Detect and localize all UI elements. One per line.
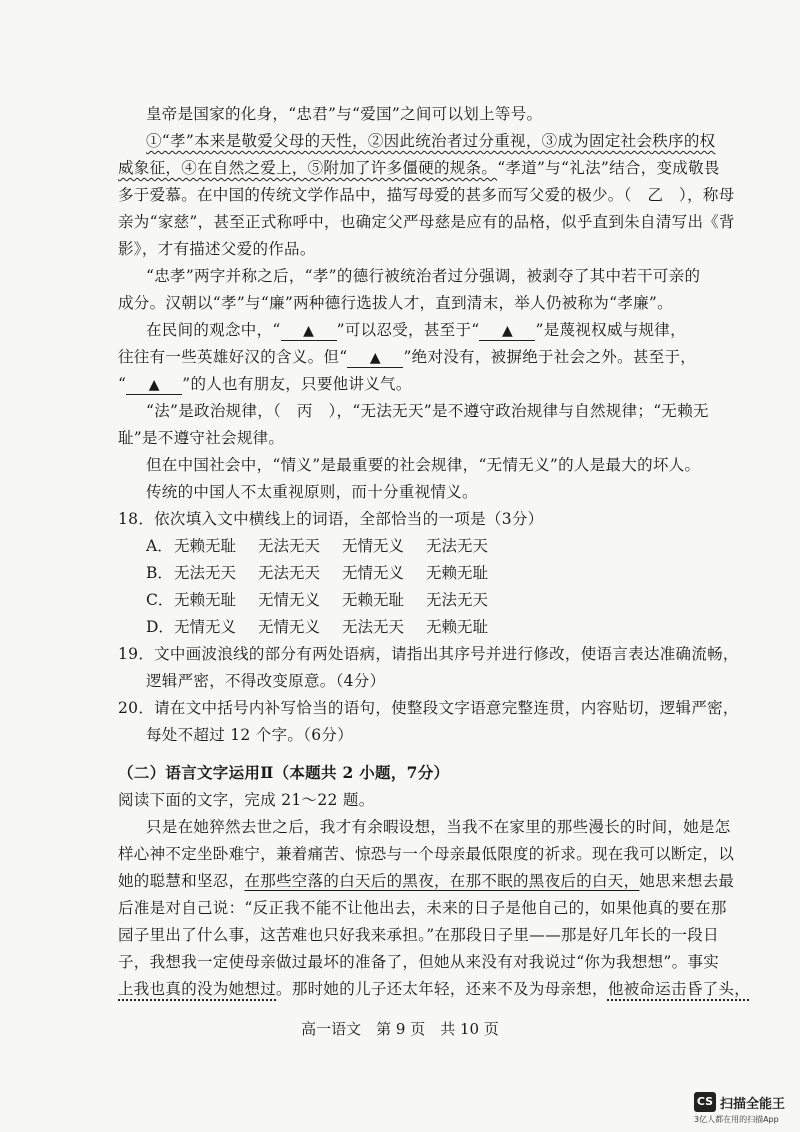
passage-line: 皇帝是国家的化身，“忠君”与“爱国”之间可以划上等号。 <box>146 105 543 123</box>
fill-blank-1 <box>281 321 337 341</box>
question-19-stem-cont: 逻辑严密，不得改变原意。（4分） <box>146 672 386 690</box>
option-label: C． <box>146 591 174 609</box>
passage-line: “法”是政治规律，（ 丙 ），“无法无天”是不遵守政治规律与自然规律；“无赖无 <box>146 402 709 420</box>
triangle-icon: ▲ <box>501 323 514 339</box>
passage2-line <box>118 978 750 1000</box>
camscanner-watermark <box>694 1092 794 1126</box>
triangle-icon: ▲ <box>148 377 160 393</box>
option-word: 无法无天 <box>258 564 321 582</box>
option-word: 无赖无耻 <box>174 591 237 609</box>
passage-line: 亲为“家慈”，甚至正式称呼中，也确定父严母慈是应有的品格，似乎直到朱自清写出《背 <box>118 213 735 231</box>
option-word: 无法无天 <box>426 591 489 609</box>
passage-text: 往往有一些英雄好汉的含义。但“ <box>118 348 348 366</box>
question-20-stem: 20．请在文中括号内补写恰当的语句，使整段文字语意完整连贯，内容贴切，逻辑严密， <box>118 699 739 717</box>
passage2-line: 园子里出了什么事，这苦难也只好我来承担。”在那段日子里——那是好几年长的一段日 <box>118 926 719 944</box>
option-word: 无赖无耻 <box>426 618 489 636</box>
dotted-emphasis-text: 上我也真的没为她想过 <box>118 980 277 998</box>
question-18-stem: 18．依次填入文中横线上的词语，全部恰当的一项是（3分） <box>118 510 544 528</box>
passage-line-blanks <box>118 373 412 395</box>
passage-text: ”的人也有朋友，只要他讲义气。 <box>182 375 412 393</box>
passage-text: 在民间的观念中，“ <box>146 321 281 339</box>
dotted-emphasis-text: 他被命运击昏了头， <box>607 980 751 998</box>
passage-line-blanks <box>118 346 696 368</box>
option-word: 无情无义 <box>342 537 405 555</box>
underlined-text: 在那些空落的白天后的黑夜，在那不眠的黑夜后的白天， <box>244 872 640 890</box>
q18-option-d <box>146 616 510 638</box>
passage-line: 但在中国社会中，“情义”是最重要的社会规律，“无情无义”的人是最大的坏人。 <box>146 456 701 474</box>
option-word: 无法无天 <box>342 618 405 636</box>
passage-text: “孝道”与“礼法”结合，变成敬畏 <box>497 159 720 177</box>
option-word: 无情无义 <box>258 591 321 609</box>
passage-text: 。那时她的儿子还太年轻，还来不及为母亲想， <box>276 980 608 998</box>
passage2-line: 只是在她猝然去世之后，我才有余暇设想，当我不在家里的那些漫长的时间，她是怎 <box>146 818 731 836</box>
option-word: 无法无天 <box>258 537 321 555</box>
option-label: B． <box>146 564 173 582</box>
passage-text: 她思来想去最 <box>639 872 735 890</box>
cs-logo-icon: CS <box>694 1092 716 1112</box>
passage-text: 她的聪慧和坚忍， <box>118 872 245 890</box>
option-word: 无法无天 <box>174 564 237 582</box>
page-footer: 高一语文 第 9 页 共 10 页 <box>301 1020 499 1038</box>
fill-blank-4 <box>126 375 182 395</box>
passage-line-wavy <box>146 130 715 152</box>
option-word: 无情无义 <box>174 618 237 636</box>
triangle-icon: ▲ <box>303 323 315 339</box>
passage-text: “ <box>118 375 127 393</box>
passage-line-blanks <box>146 319 686 341</box>
passage-text: ”是蔑视权威与规律， <box>535 321 686 339</box>
passage-line: 成分。汉朝以“孝”与“廉”两种德行选拔人才，直到清末，举人仍被称为“孝廉”。 <box>118 294 673 312</box>
passage2-line: 样心神不定坐卧难宁，兼着痛苦、惊恐与一个母亲最低限度的祈求。现在我可以断定，以 <box>118 845 735 863</box>
passage-text: ”可以忍受，甚至于“ <box>336 321 480 339</box>
wavy-underline-text: ①“孝”本来是敬爱父母的天性，②因此统治者过分重视，③成为固定社会秩序的权 <box>146 132 716 150</box>
passage-line: “忠孝”两字并称之后，“孝”的德行被统治者过分强调，被剥夺了其中若干可亲的 <box>146 267 701 285</box>
option-word: 无赖无耻 <box>174 537 237 555</box>
option-word: 无法无天 <box>426 537 489 555</box>
passage-line: 多于爱慕。在中国的传统文学作品中，描写母爱的甚多而写父爱的极少。（ 乙 ），称母 <box>118 186 735 204</box>
option-word: 无情无义 <box>258 618 321 636</box>
passage-line: 影》，才有描述父爱的作品。 <box>118 240 316 258</box>
fill-blank-2 <box>479 321 535 341</box>
section-2-title: （二）语言文字运用Ⅱ（本题共 2 小题，7分） <box>118 763 450 782</box>
q18-option-a <box>146 535 510 557</box>
q18-option-b <box>146 562 510 584</box>
passage-line <box>118 157 720 179</box>
passage2-line: 后准是对自己说：“反正我不能不让他出去，未来的日子是他自己的，如果他真的要在那 <box>118 899 727 917</box>
fill-blank-3 <box>347 348 403 368</box>
option-label: D． <box>146 618 174 636</box>
watermark-tagline: 3亿人都在用的扫描App <box>694 1115 779 1124</box>
q18-option-c <box>146 589 510 611</box>
section-2-instructions: 阅读下面的文字，完成 21～22 题。 <box>118 791 375 809</box>
passage-text: ”绝对没有，被摒绝于社会之外。甚至于， <box>403 348 697 366</box>
passage2-line <box>118 870 734 892</box>
question-20-stem-cont: 每处不超过 12 个字。（6分） <box>146 726 353 744</box>
passage2-line: 子，我想我一定使母亲做过最坏的准备了，但她从来没有对我说过“你为我想想”。事实 <box>118 953 720 971</box>
question-19-stem: 19．文中画波浪线的部分有两处语病，请指出其序号并进行修改，使语言表达准确流畅， <box>118 645 739 663</box>
option-label: A． <box>146 537 173 555</box>
wavy-underline-text: 威象征，④在自然之爱上，⑤附加了许多僵硬的规条。 <box>118 159 498 177</box>
triangle-icon: ▲ <box>369 350 381 366</box>
option-word: 无赖无耻 <box>342 591 405 609</box>
option-word: 无赖无耻 <box>426 564 489 582</box>
passage-line: 传统的中国人不太重视原则，而十分重视情义。 <box>146 483 478 501</box>
watermark-name: 扫描全能王 <box>720 1097 786 1112</box>
option-word: 无情无义 <box>342 564 405 582</box>
passage-line: 耻”是不遵守社会规律。 <box>118 429 285 447</box>
